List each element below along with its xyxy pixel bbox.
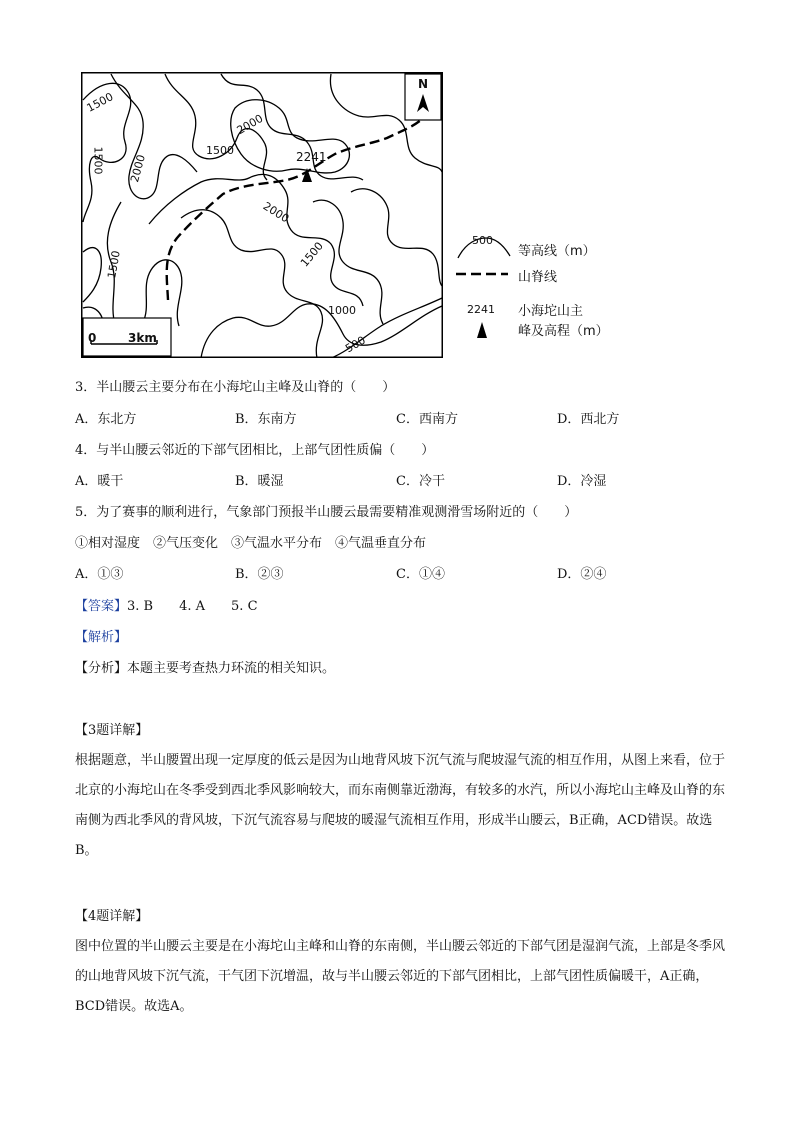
contour-label: 1000 [328,304,356,317]
question-5-items: ①相对湿度 ②气压变化 ③气温水平分布 ④气温垂直分布 [75,536,427,551]
question-3-option-c: C．西南方 [396,412,458,427]
contour-label: 1500 [91,146,105,175]
scale-length-label: 3km [128,331,157,345]
question-4-option-a: A．暖干 [75,474,124,489]
question-3-option-d: D．西北方 [557,412,620,427]
legend-contour-label: 等高线（m） [518,244,596,259]
q4-detail-text: 图中位置的半山腰云主要是在小海坨山主峰和山脊的东南侧，半山腰云邻近的下部气团是湿润气流，上部是冬季风的山地背风坡下沉气流，干气团下沉增温，故与半山腰云邻近的下部气团相比，上部气团性质偏暖干，A正确，BCD错误。故选A。 [75,939,726,1014]
answer-line [75,598,258,616]
question-5-option-d: D．②④ [557,567,607,582]
contour-label: 2000 [234,111,266,138]
contour-map [81,72,443,358]
question-4-option-b: B．暖湿 [235,474,284,489]
fenxi-tag: 【分析】 [75,661,128,676]
contour-label: 1500 [84,90,116,115]
question-5-option-c: C．①④ [396,567,445,582]
legend-peak-label-2: 峰及高程（m） [518,324,609,339]
contour-label: 500 [343,333,368,356]
legend-peak-value: 2241 [467,303,495,316]
contour-label: 1500 [105,249,123,280]
question-3-stem: 3．半山腰云主要分布在小海坨山主峰及山脊的（ ） [75,380,396,395]
fenxi-text: 本题主要考查热力环流的相关知识。 [127,661,336,676]
legend-ridge-label: 山脊线 [518,270,558,285]
peak-legend-icon [475,321,489,339]
question-5-option-b: B．②③ [235,567,284,582]
contour-label: 1500 [298,239,326,270]
summit-elevation-label: 2241 [296,150,327,164]
analysis-tag: 【解析】 [75,630,128,645]
q3-detail-text: 根据题意，半山腰置出现一定厚度的低云是因为山地背风坡下沉气流与爬坡湿气流的相互作用，从图上来看，位于北京的小海坨山在冬季受到西北季风影响较大，而东南侧靠近渤海，有较多的水汽，所以小海坨山主峰及山脊的东南侧为西北季风的背风坡，下沉气流容易与爬坡的暖湿气流相互作用，形成半山腰云，B正确，ACD错误。故选B。 [75,753,726,858]
fenxi-line [75,660,335,678]
contour-label: 2000 [128,153,148,184]
ridge-legend-icon [454,268,510,280]
answer-tag: 【答案】 [75,599,128,614]
legend-contour-value: 500 [472,234,493,247]
q3-detail-title: 【3题详解】 [75,723,149,738]
answer-values: 3. B 4. A 5. C [127,599,258,614]
contour-label: 2000 [260,199,292,226]
question-4-option-c: C．冷干 [396,474,445,489]
question-3-option-b: B．东南方 [235,412,297,427]
question-5-stem: 5．为了赛事的顺利进行，气象部门预报半山腰云最需要精准观测滑雪场附近的（ ） [75,505,578,520]
question-5-option-a: A．①③ [75,567,124,582]
question-3-option-a: A．东北方 [75,412,137,427]
question-4-option-d: D．冷湿 [557,474,607,489]
legend-peak-label-1: 小海坨山主 [518,304,584,319]
scale-zero-label: 0 [88,331,97,345]
q4-detail-title: 【4题详解】 [75,909,149,924]
contour-label: 1500 [206,144,234,157]
north-label: N [418,77,429,91]
question-4-stem: 4．与半山腰云邻近的下部气团相比，上部气团性质偏（ ） [75,443,435,458]
